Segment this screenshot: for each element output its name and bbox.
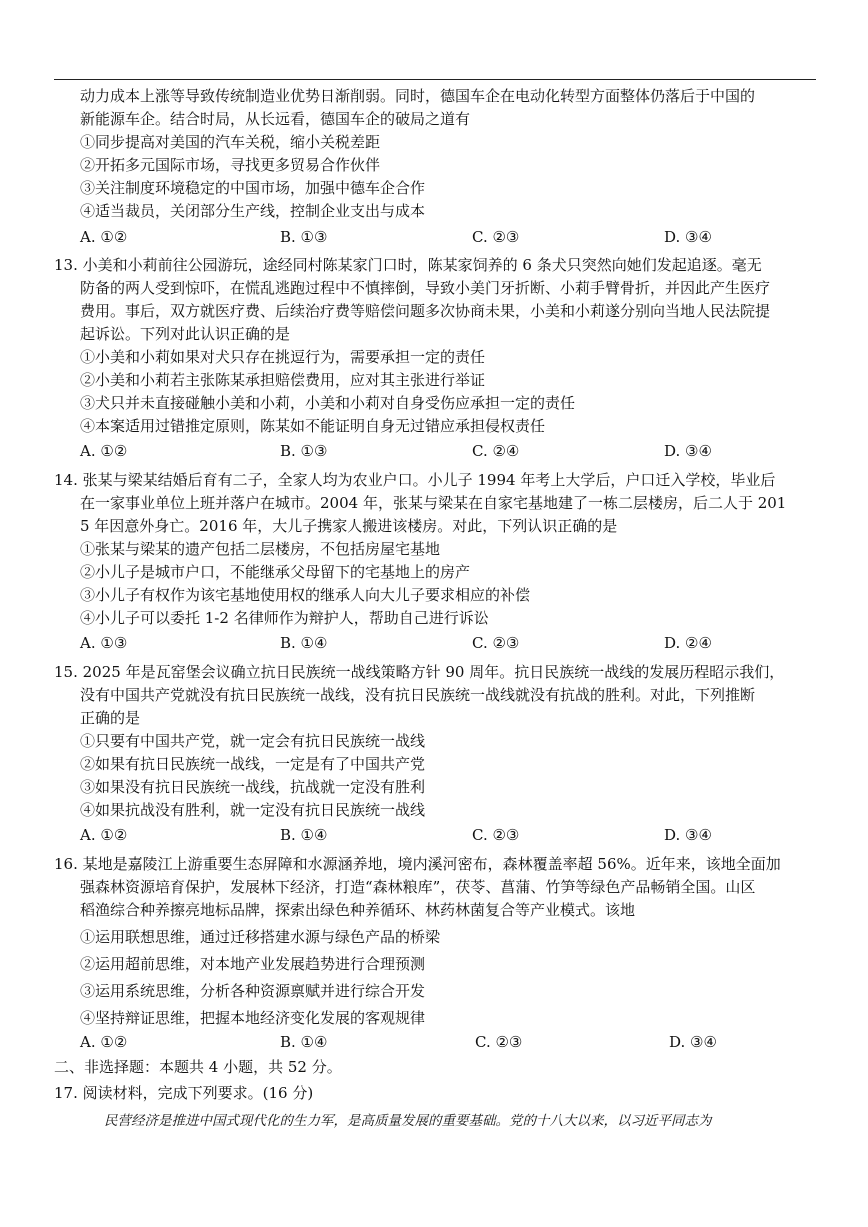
q15-stem-line: 15. 2025 年是瓦窑堡会议确立抗日民族统一战线策略方针 90 周年。抗日民族统一战线的发展历程昭示我们， — [54, 663, 785, 681]
option-b: B. ①④ — [280, 1033, 328, 1051]
q13-item: ④本案适用过错推定原则，陈某如不能证明自身无过错应承担侵权责任 — [80, 417, 546, 435]
q15-item: ③如果没有抗日民族统一战线，抗战就一定没有胜利 — [80, 778, 426, 796]
option-a: A. ①② — [80, 826, 128, 844]
option-a: A. ①③ — [80, 634, 128, 652]
option-d: D. ③④ — [664, 228, 712, 246]
q12-options — [80, 226, 820, 248]
option-c: C. ②③ — [475, 1033, 523, 1051]
q15-stem-line: 正确的是 — [80, 709, 141, 727]
q16-item: ②运用超前思维，对本地产业发展趋势进行合理预测 — [80, 955, 426, 973]
q14-item: ④小儿子可以委托 1-2 名律师作为辩护人，帮助自己进行诉讼 — [80, 609, 489, 627]
q16-stem-line: 16. 某地是嘉陵江上游重要生态屏障和水源涵养地，境内溪河密布，森林覆盖率超 56%。近年来，该地全面加 — [54, 855, 781, 873]
q15-stem-line: 没有中国共产党就没有抗日民族统一战线，没有抗日民族统一战线就没有抗战的胜利。对此，下列推断 — [80, 686, 756, 704]
section-heading: 二、非选择题：本题共 4 小题，共 52 分。 — [54, 1058, 342, 1076]
q14-stem-line: 在一家事业单位上班并落户在城市。2004 年，张某与梁某在自家宅基地建了一栋二层楼房，后二人于 201 — [80, 494, 787, 512]
option-b: B. ①④ — [280, 826, 328, 844]
option-c: C. ②③ — [472, 228, 520, 246]
q12-item: ②开拓多元国际市场，寻找更多贸易合作伙伴 — [80, 156, 381, 174]
q13-stem-line: 13. 小美和小莉前往公园游玩，途经同村陈某家门口时，陈某家饲养的 6 条犬只突然向她们发起追逐。毫无 — [54, 256, 762, 274]
q14-item: ③小儿子有权作为该宅基地使用权的继承人向大儿子要求相应的补偿 — [80, 586, 531, 604]
option-c: C. ②④ — [472, 442, 520, 460]
q12-item: ③关注制度环境稳定的中国市场，加强中德车企合作 — [80, 179, 426, 197]
q15-options — [80, 824, 820, 846]
q16-item: ③运用系统思维，分析各种资源禀赋并进行综合开发 — [80, 982, 426, 1000]
option-d: D. ③④ — [664, 826, 712, 844]
header-rule — [54, 79, 816, 80]
option-a: A. ①② — [80, 442, 128, 460]
q14-options — [80, 632, 820, 654]
q14-stem-line: 14. 张某与梁某结婚后育有二子，全家人均为农业户口。小儿子 1994 年考上大学后，户口迁入学校，毕业后 — [54, 471, 776, 489]
q13-stem-line: 费用。事后，双方就医疗费、后续治疗费等赔偿问题多次协商未果，小美和小莉遂分别向当地人民法院提 — [80, 302, 771, 320]
option-a: A. ①② — [80, 228, 128, 246]
option-c: C. ②③ — [472, 826, 520, 844]
option-c: C. ②③ — [472, 634, 520, 652]
q12-item: ④适当裁员，关闭部分生产线，控制企业支出与成本 — [80, 202, 426, 220]
option-d: D. ③④ — [669, 1033, 717, 1051]
q17-title: 17. 阅读材料，完成下列要求。(16 分) — [54, 1084, 314, 1102]
q15-item: ④如果抗战没有胜利，就一定没有抗日民族统一战线 — [80, 801, 426, 819]
q13-item: ①小美和小莉如果对犬只存在挑逗行为，需要承担一定的责任 — [80, 348, 486, 366]
q13-stem-line: 起诉讼。下列对此认识正确的是 — [80, 325, 291, 343]
q15-item: ②如果有抗日民族统一战线，一定是有了中国共产党 — [80, 755, 426, 773]
option-b: B. ①③ — [280, 228, 328, 246]
q14-stem-line: 5 年因意外身亡。2016 年，大儿子携家人搬进该楼房。对此，下列认识正确的是 — [80, 517, 618, 535]
q16-item: ①运用联想思维，通过迁移搭建水源与绿色产品的桥梁 — [80, 928, 441, 946]
q13-item: ②小美和小莉若主张陈某承担赔偿费用，应对其主张进行举证 — [80, 371, 486, 389]
q14-item: ②小儿子是城市户口，不能继承父母留下的宅基地上的房产 — [80, 563, 471, 581]
option-b: B. ①③ — [280, 442, 328, 460]
q16-stem-line: 稻渔综合种养擦亮地标品牌，探索出绿色种养循环、林药林菌复合等产业模式。该地 — [80, 901, 636, 919]
option-b: B. ①④ — [280, 634, 328, 652]
q13-item: ③犬只并未直接碰触小美和小莉，小美和小莉对自身受伤应承担一定的责任 — [80, 394, 576, 412]
q12-line: 动力成本上涨等导致传统制造业优势日渐削弱。同时，德国车企在电动化转型方面整体仍落后于中国的 — [80, 87, 756, 105]
q13-options — [80, 440, 820, 462]
q13-stem-line: 防备的两人受到惊吓，在慌乱逃跑过程中不慎摔倒，导致小美门牙折断、小莉手臂骨折，并因此产生医疗 — [80, 279, 771, 297]
q14-item: ①张某与梁某的遗产包括二层楼房，不包括房屋宅基地 — [80, 540, 441, 558]
option-d: D. ③④ — [664, 442, 712, 460]
option-a: A. ①② — [80, 1033, 128, 1051]
option-d: D. ②④ — [664, 634, 712, 652]
q12-item: ①同步提高对美国的汽车关税，缩小关税差距 — [80, 133, 381, 151]
q16-options — [80, 1031, 820, 1053]
q17-material: 民营经济是推进中国式现代化的生力军，是高质量发展的重要基础。党的十八大以来，以习近平同志为 — [104, 1113, 712, 1129]
q16-item: ④坚持辩证思维，把握本地经济变化发展的客观规律 — [80, 1009, 426, 1027]
q12-line: 新能源车企。结合时局，从长远看，德国车企的破局之道有 — [80, 110, 471, 128]
q16-stem-line: 强森林资源培育保护，发展林下经济，打造“森林粮库”，茯苓、菖蒲、竹笋等绿色产品畅销全国。山区 — [80, 878, 756, 896]
q15-item: ①只要有中国共产党，就一定会有抗日民族统一战线 — [80, 732, 426, 750]
